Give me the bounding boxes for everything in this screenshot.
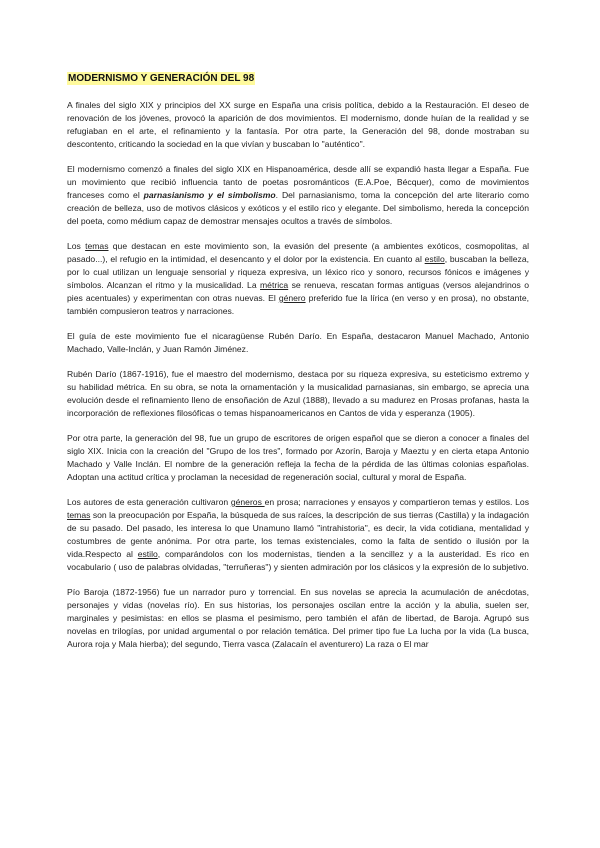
paragraph-98-themes bbox=[67, 496, 529, 574]
text-span: Los bbox=[67, 241, 86, 251]
text-span: El modernismo comenzó a finales del siglo XIX en Hispanoamérica, desde allí se expandió hasta llegar a España. Fue un movimiento que recibió influencia tanto de poetas posrománticos (E.A.Poe, Bécquer), como de movimientos franceses como el bbox=[67, 164, 529, 200]
paragraph-modernismo-authors: El guía de este movimiento fue el nicaragüense Rubén Darío. En España, destacaron Manuel Machado, Antonio Machado, Valle-Inclán, y Juan Ramón Jiménez. bbox=[67, 331, 529, 354]
underlined-keyword: métrica bbox=[260, 280, 289, 290]
emphasis-text: parnasianismo y el simbolismo bbox=[143, 190, 276, 200]
text-span: Los autores de esta generación cultivaron bbox=[67, 497, 231, 507]
document-body bbox=[67, 68, 529, 663]
paragraph-modernismo-origin bbox=[67, 163, 529, 228]
document-title: MODERNISMO Y GENERACIÓN DEL 98 bbox=[68, 73, 255, 84]
paragraph-modernismo-themes bbox=[67, 240, 529, 318]
text-span: , buscaban la belleza, por lo cual utilizan un lenguaje sensorial y riqueza expresiva, un léxico rico y sonoro, recursos fónicos e imágenes y símbolos. Alcanzan el ritmo y la musicalidad. La bbox=[67, 254, 529, 290]
text-span: se renueva, rescatan formas antiguas (versos alejandrinos o pies acentuales) y experimentan con otras nuevas. El bbox=[67, 280, 529, 303]
text-span: son la preocupación por España, la búsqueda de sus raíces, la descripción de sus tierras (Castilla) y la indagación de su pasado. Del pasado, les interesa lo que Unamuno llamó "intrahistoria", es decir, la vida cotidiana, mentalidad y costumbres de gente anónima. Por otra parte, los temas existenciales, como la falta de sentido o ilusión por la vida.Respecto al bbox=[67, 510, 529, 559]
paragraph-pio-baroja: Pío Baroja (1872-1956) fue un narrador puro y torrencial. En sus novelas se aprecia la acumulación de anécdotas, personajes y vidas (novelas río). En sus historias, los personajes oscilan entre la acción y la abulia, suelen ser, marginales y pesimistas: en ellos se plasma el pesimismo, pero también el afán de libertad, de Baroja. Agrupó sus novelas en trilogías, por unidad argumental o por relación temática. Del primer tipo fue La lucha por la vida (La busca, Aurora roja y Mala hierba); del segundo, Tierra vasca (Zalacaín el aventurero) La raza o El mar bbox=[67, 587, 529, 649]
underlined-keyword: estilo bbox=[424, 254, 445, 264]
underlined-keyword: temas bbox=[67, 510, 91, 520]
text-span: que destacan en este movimiento son, la evasión del presente (a ambientes exóticos, cosmopolitas, al pasado...), el refugio en la intimidad, el desencanto y el dolor por la existencia. En cuanto al bbox=[67, 241, 530, 264]
paragraph-generacion-98: Por otra parte, la generación del 98, fue un grupo de escritores de origen español que se dieron a conocer a finales del siglo XIX. Inicia con la creación del "Grupo de los tres", formado por Azorín, Baroja y Maeztu y en cierta etapa Antonio Machado y Valle Inclán. El nombre de la generación refleja la fecha de la pérdida de las últimas colonias españolas. Adoptan una actitud crítica y proclaman la necesidad de regeneración social, cultural y moral de España. bbox=[67, 433, 529, 482]
underlined-keyword: género bbox=[278, 293, 306, 303]
paragraph-ruben-dario: Rubén Darío (1867-1916), fue el maestro del modernismo, destaca por su riqueza expresiva, su esteticismo extremo y su habilidad métrica. En su obra, se nota la ornamentación y la musicalidad parnasianas, sin embargo, se aprecia una evolución desde el refinamiento lleno de ensoñación de Azul (1888), llevado a su madurez en Prosas profanas, hasta la incorporación de reflexiones filosóficas o temas hispanoamericanos en Cantos de vida y esperanza (1905). bbox=[67, 369, 529, 418]
paragraph-intro: A finales del siglo XIX y principios del XX surge en España una crisis política, debido a la Restauración. El deseo de renovación de los jóvenes, provocó la aparición de dos movimientos. El modernismo, donde huían de la realidad y se refugiaban en el arte, el refinamiento y la fantasía. Por otra parte, la Generación del 98, donde mostraban su descontento, criticando la sociedad en la que vivían y buscaban lo "auténtico". bbox=[67, 100, 529, 149]
text-span: , comparándolos con los modernistas, tienden a la sencillez y a la austeridad. Es rico en vocabulario ( uso de palabras olvidadas, "terruñeras") y sienten admiración por los clásicos y la expresión de lo subjetivo. bbox=[67, 549, 530, 572]
text-span: preferido fue la lírica (en verso y en prosa), no obstante, también compusieron teatros y narraciones. bbox=[67, 293, 529, 316]
text-span: en prosa; narraciones y ensayos y compartieron temas y estilos. Los bbox=[264, 497, 529, 507]
underlined-keyword: temas bbox=[85, 241, 109, 251]
underlined-keyword: estilo bbox=[137, 549, 158, 559]
underlined-keyword: géneros bbox=[230, 497, 265, 507]
text-span: . Del parnasianismo, toma la concepción del arte literario como creación de belleza, uso de motivos clásicos y exóticos y el estilo rico y elegante. Del simbolismo, hereda la concepción del poeta, como médium capaz de demostrar mensajes ocultos a través de símbolos. bbox=[67, 190, 529, 226]
